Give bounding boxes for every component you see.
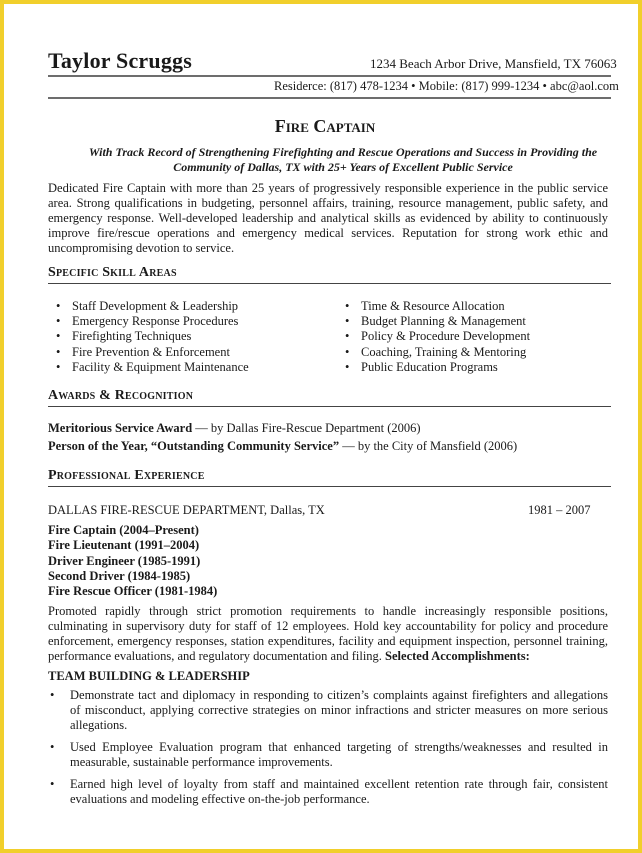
experience-paragraph	[48, 604, 608, 664]
skills-list-left	[48, 299, 249, 375]
position-title: Fire Captain (2004–Present)	[48, 523, 199, 537]
accomplishments-label: Selected Accomplishments:	[381, 649, 530, 663]
tagline	[48, 145, 638, 175]
header-rule-top	[48, 75, 611, 77]
skill-item	[337, 299, 530, 314]
skills-list-right	[337, 299, 530, 375]
skill-label: Emergency Response Procedures	[72, 314, 239, 329]
skill-label: Time & Resource Allocation	[361, 299, 505, 313]
skill-item	[337, 314, 530, 329]
header-rule-bottom	[48, 97, 611, 99]
accomplishment-subheading: TEAM BUILDING & LEADERSHIP	[48, 669, 250, 683]
award-entry	[48, 439, 517, 454]
experience-description: Promoted rapidly through strict promotion requirements to handle increasingly responsible positions, culminating in supervisory duty for staff of 12 employees. Hold key accountability for policy and procedure enforcement, emergency responses, station expenditures, facility and equipment inspection, personnel training, performance evaluations, and regulatory documentation and filing.	[48, 604, 608, 663]
accomplishment-text: Earned high level of loyalty from staff and maintained excellent retention rate through fair, consistent evaluations and modeling effective on-the-job performance.	[70, 777, 608, 806]
skill-item	[48, 360, 249, 375]
section-rule-experience	[48, 486, 611, 487]
skill-item	[337, 329, 530, 344]
bullet-icon: •	[345, 344, 350, 359]
award-entry	[48, 421, 421, 436]
skill-label: Policy & Procedure Development	[361, 329, 531, 344]
bullet-icon: •	[50, 777, 55, 791]
accomplishment-text: Used Employee Evaluation program that enhanced targeting of strengths/weaknesses and resulted in measurable, sustainable performance improvements.	[70, 740, 608, 769]
accomplishment-text: Demonstrate tact and diplomacy in responding to citizen’s complaints against firefighters and allegations of misconduct, applying corrective strategies on minor infractions and stricter measures on more serious allegations.	[70, 688, 608, 732]
skill-item	[48, 345, 249, 360]
skill-label: Budget Planning & Management	[361, 314, 526, 329]
skill-item	[48, 329, 249, 344]
bullet-icon: •	[345, 329, 350, 344]
employment-years: 1981 – 2007	[528, 503, 591, 517]
award-detail: — by the City of Mansfield (2006)	[339, 439, 518, 453]
skill-label: Coaching, Training & Mentoring	[361, 344, 527, 359]
section-heading-experience: Professional Experience	[48, 468, 205, 483]
section-rule-awards	[48, 406, 611, 407]
skill-label: Facility & Equipment Maintenance	[72, 359, 249, 374]
skill-item	[337, 345, 530, 360]
summary-paragraph: Dedicated Fire Captain with more than 25 years of progressively responsible experience in the public service area. Strong qualifications in budgeting, personnel affairs, training, resource management, public safety, and emergency response. Well-developed leadership and analytical skills as evidenced by ability to continuously improve fire/rescue operations and emergency medical services. Reputation for strong work ethic and uncompromising devotion to service.	[48, 181, 608, 255]
candidate-name: Taylor Scruggs	[48, 48, 192, 73]
address-line: 1234 Beach Arbor Drive, Mansfield, TX 76063	[370, 56, 617, 71]
skill-item	[48, 314, 249, 329]
accomplishment-item	[48, 740, 608, 770]
resume-title: Fire Captain	[274, 116, 376, 136]
tagline-line: With Track Record of Strengthening Firefighting and Rescue Operations and Success in Providing the	[88, 145, 598, 159]
skill-item	[48, 299, 249, 314]
section-rule-skills	[48, 283, 611, 284]
bullet-icon: •	[50, 688, 55, 702]
skill-label: Firefighting Techniques	[72, 329, 192, 344]
bullet-icon: •	[56, 344, 61, 359]
skill-item	[337, 360, 530, 375]
tagline-line: Community of Dallas, TX with 25+ Years of Excellent Public Service	[173, 160, 513, 174]
award-detail: — by Dallas Fire-Rescue Department (2006)	[192, 421, 421, 435]
position-title: Fire Rescue Officer (1981-1984)	[48, 584, 218, 599]
section-heading-awards: Awards & Recognition	[48, 388, 194, 403]
bullet-icon: •	[56, 299, 61, 313]
bullet-icon: •	[56, 314, 61, 329]
award-title: Person of the Year, “Outstanding Community Service”	[48, 439, 340, 453]
section-heading-skills: Specific Skill Areas	[48, 265, 177, 280]
contact-line: Residerce: (817) 478-1234 • Mobile: (817) 999-1234 • abc@aol.com	[274, 79, 619, 93]
bullet-icon: •	[345, 359, 350, 374]
accomplishment-list	[48, 688, 608, 814]
award-title: Meritorious Service Award	[48, 421, 193, 435]
bullet-icon: •	[56, 329, 61, 344]
positions-list	[48, 523, 217, 599]
skill-label: Staff Development & Leadership	[72, 299, 239, 313]
bullet-icon: •	[56, 359, 61, 374]
position-title: Driver Engineer (1985-1991)	[48, 553, 201, 568]
skill-label: Public Education Programs	[361, 359, 498, 374]
bullet-icon: •	[345, 314, 350, 329]
employer-name: DALLAS FIRE-RESCUE DEPARTMENT, Dallas, TX	[48, 503, 325, 517]
position-title: Second Driver (1984-1985)	[48, 568, 191, 583]
skill-label: Fire Prevention & Enforcement	[72, 344, 230, 359]
accomplishment-item	[48, 688, 608, 733]
bullet-icon: •	[345, 299, 350, 313]
accomplishment-item	[48, 777, 608, 807]
bullet-icon: •	[50, 740, 55, 754]
position-title: Fire Lieutenant (1991–2004)	[48, 538, 200, 553]
